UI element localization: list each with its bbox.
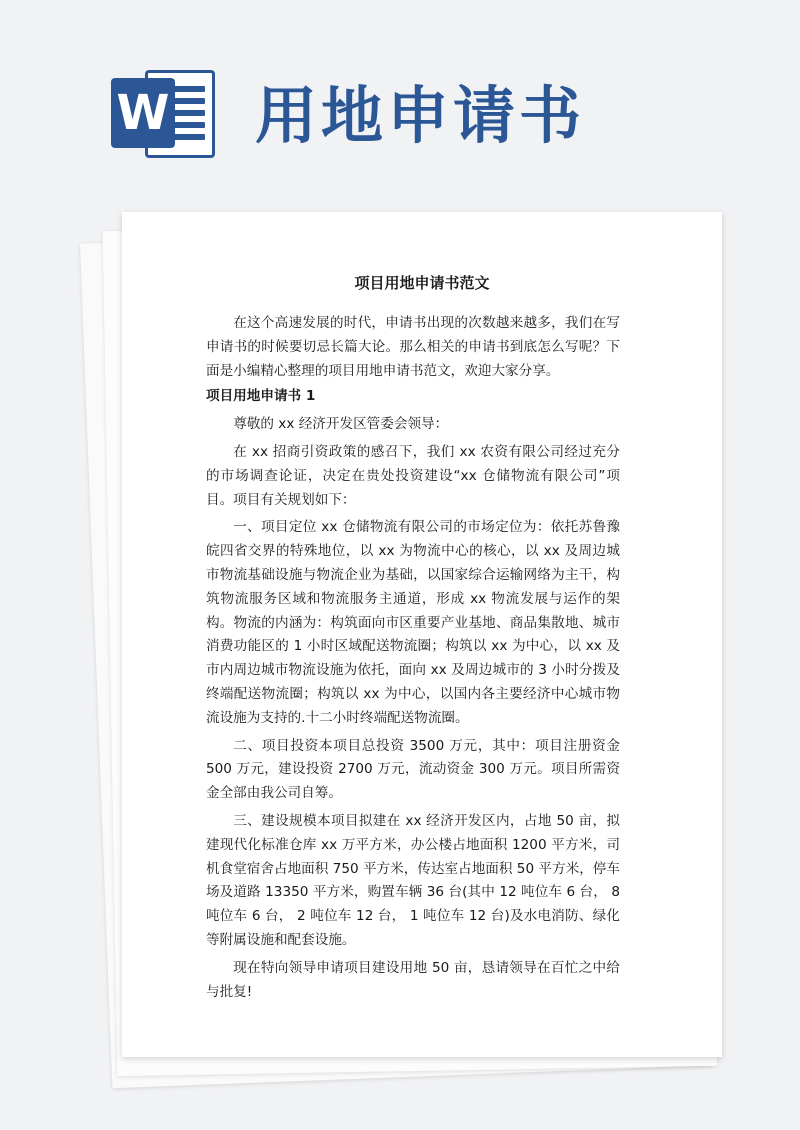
document-body bbox=[206, 312, 620, 1006]
page-header bbox=[0, 0, 800, 200]
document-page bbox=[122, 212, 722, 1057]
document-paragraph: 尊敬的 xx 经济开发区管委会领导： bbox=[233, 416, 449, 433]
document-paragraph: 在 xx 招商引资政策的感召下，我们 xx 农资有限公司经过充分的市场调查论证，决定在贵处投资建设“xx 仓储物流有限公司”项目。项目有关规划如下： bbox=[206, 443, 620, 508]
header-title: 用地申请书 bbox=[255, 79, 586, 152]
document-paragraph: 在这个高速发展的时代，申请书出现的次数越来越多，我们在写申请书的时候要切忌长篇大论。那么相关的申请书到底怎么写呢？下面是小编精心整理的项目用地申请书范文，欢迎大家分享。 bbox=[206, 315, 620, 379]
document-paragraph: 一、项目定位 xx 仓储物流有限公司的市场定位为：依托苏鲁豫皖四省交界的特殊地位，以 xx 为物流中心的核心，以 xx 及周边城市物流基础设施与物流企业为基础，以国家综合运输网络为主干，构筑物流服务区域和物流服务主通道，形成 xx 物流发展与运作的架构。物流的内涵为：构筑面向市区重要产业基地、商品集散地、城市消费功能区的 1 小时区域配送物流圈；构筑以 xx 为中心，以 xx 及市内周边城市物流设施为依托，面向 xx 及周边城市的 3 小时分拨及终端配送物流圈；构筑以 xx 为中心，以国内各主要经济中心城市物流设施为支持的.十二小时终端配送物流圈。 bbox=[206, 519, 620, 726]
document-paragraph: 三、建设规模本项目拟建在 xx 经济开发区内，占地 50 亩，拟建现代化标准仓库 xx 万平方米，办公楼占地面积 1200 平方米，司机食堂宿舍占地面积 750 平方米，传达室占地面积 50 平方米，停车场及道路 13350 平方米，购置车辆 36 台(其中 12 吨位车 6 台， 8 吨位车 6 台， 2 吨位车 12 台， 1 吨位车 12 台)及水电消防、绿化等附属设施和配套设施。 bbox=[206, 812, 620, 948]
document-paragraph: 二、项目投资本项目总投资 3500 万元，其中：项目注册资金 500 万元，建设投资 2700 万元，流动资金 300 万元。项目所需资金全部由我公司自筹。 bbox=[206, 737, 620, 802]
word-w-badge: W bbox=[111, 78, 175, 148]
document-paragraph: 现在特向领导申请项目建设用地 50 亩，恳请领导在百忙之中给与批复! bbox=[206, 959, 620, 1000]
word-document-icon bbox=[105, 64, 225, 164]
document-title: 项目用地申请书范文 bbox=[354, 274, 490, 292]
section-heading: 项目用地申请书 1 bbox=[206, 388, 316, 405]
